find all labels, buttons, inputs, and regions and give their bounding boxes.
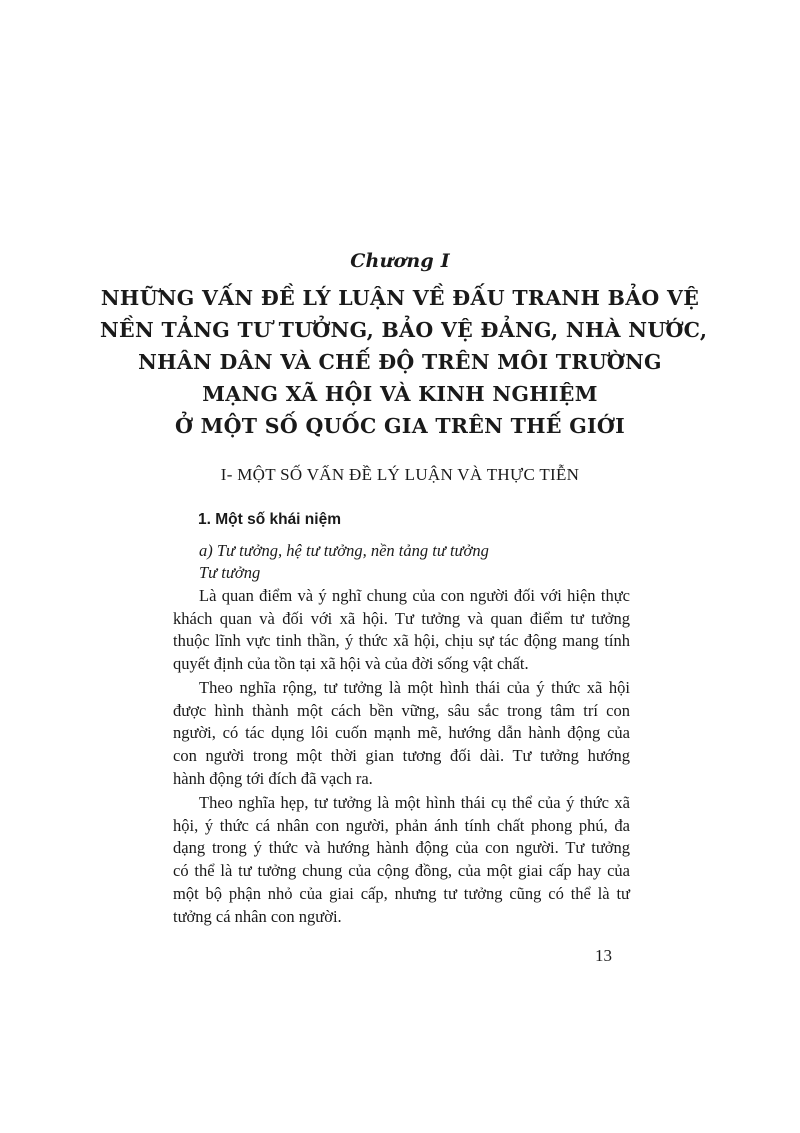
body-paragraph xyxy=(173,792,630,928)
subheading-b: Tư tưởng xyxy=(199,563,261,582)
paragraph-line: hành động tới đích đã vạch ra. xyxy=(173,768,373,788)
chapter-title-line: NHÂN DÂN VÀ CHẾ ĐỘ TRÊN MÔI TRƯỜNG xyxy=(138,350,662,374)
page-number: 13 xyxy=(595,946,612,965)
subsection-heading: 1. Một số khái niệm xyxy=(198,511,341,528)
chapter-title-line: NỀN TẢNG TƯ TƯỞNG, BẢO VỆ ĐẢNG, NHÀ NƯỚC, xyxy=(100,318,708,342)
paragraph-line: hội, ý thức cá nhân con người, phản ánh tính chất phong phú, đa xyxy=(173,815,630,835)
paragraph-line: dạng trong ý thức và hướng hành động của con người. Tư tưởng xyxy=(173,838,630,858)
paragraph-line: Là quan điểm và ý nghĩ chung của con người đối với hiện thực xyxy=(199,586,630,605)
paragraph-line: quyết định của tồn tại xã hội và của đời sống vật chất. xyxy=(173,654,529,674)
chapter-title-line: Ở MỘT SỐ QUỐC GIA TRÊN THẾ GIỚI xyxy=(175,414,625,438)
paragraph-line: tưởng cá nhân con người. xyxy=(173,906,342,926)
paragraph-line: con người trong một thời gian tương đối dài. Tư tưởng hướng xyxy=(173,746,630,766)
chapter-label: Chương I xyxy=(350,250,450,272)
paragraph-line: Theo nghĩa hẹp, tư tưởng là một hình thái cụ thể của ý thức xã xyxy=(199,793,630,812)
paragraph-line: khách quan và đối với xã hội. Tư tưởng và quan điểm tư tưởng xyxy=(173,608,630,628)
paragraph-line: một bộ phận nhỏ của giai cấp, nhưng tư tưởng cũng có thể là tư xyxy=(173,883,630,903)
body-paragraph xyxy=(173,585,630,676)
paragraph-line: có thể là tư tưởng chung của cộng đồng, của một giai cấp hay của xyxy=(173,861,630,881)
subheading-a: a) Tư tưởng, hệ tư tưởng, nền tảng tư tưởng xyxy=(199,541,489,560)
chapter-title-line: MẠNG XÃ HỘI VÀ KINH NGHIỆM xyxy=(202,382,598,406)
body-paragraph xyxy=(173,677,630,791)
paragraph-line: Theo nghĩa rộng, tư tưởng là một hình thái của ý thức xã hội xyxy=(199,678,630,697)
section-heading: I- MỘT SỐ VẤN ĐỀ LÝ LUẬN VÀ THỰC TIỄN xyxy=(220,465,580,484)
chapter-title-line: NHỮNG VẤN ĐỀ LÝ LUẬN VỀ ĐẤU TRANH BẢO VỆ xyxy=(100,286,700,310)
paragraph-line: người, có tác dụng lôi cuốn mạnh mẽ, hướng dẫn hành động của xyxy=(173,723,630,743)
paragraph-line: được hình thành một cách bền vững, sâu sắc trong tâm trí con xyxy=(173,700,630,720)
chapter-title xyxy=(100,282,708,442)
paragraph-line: thuộc lĩnh vực tinh thần, ý thức xã hội, chịu sự tác động mang tính xyxy=(173,631,630,651)
